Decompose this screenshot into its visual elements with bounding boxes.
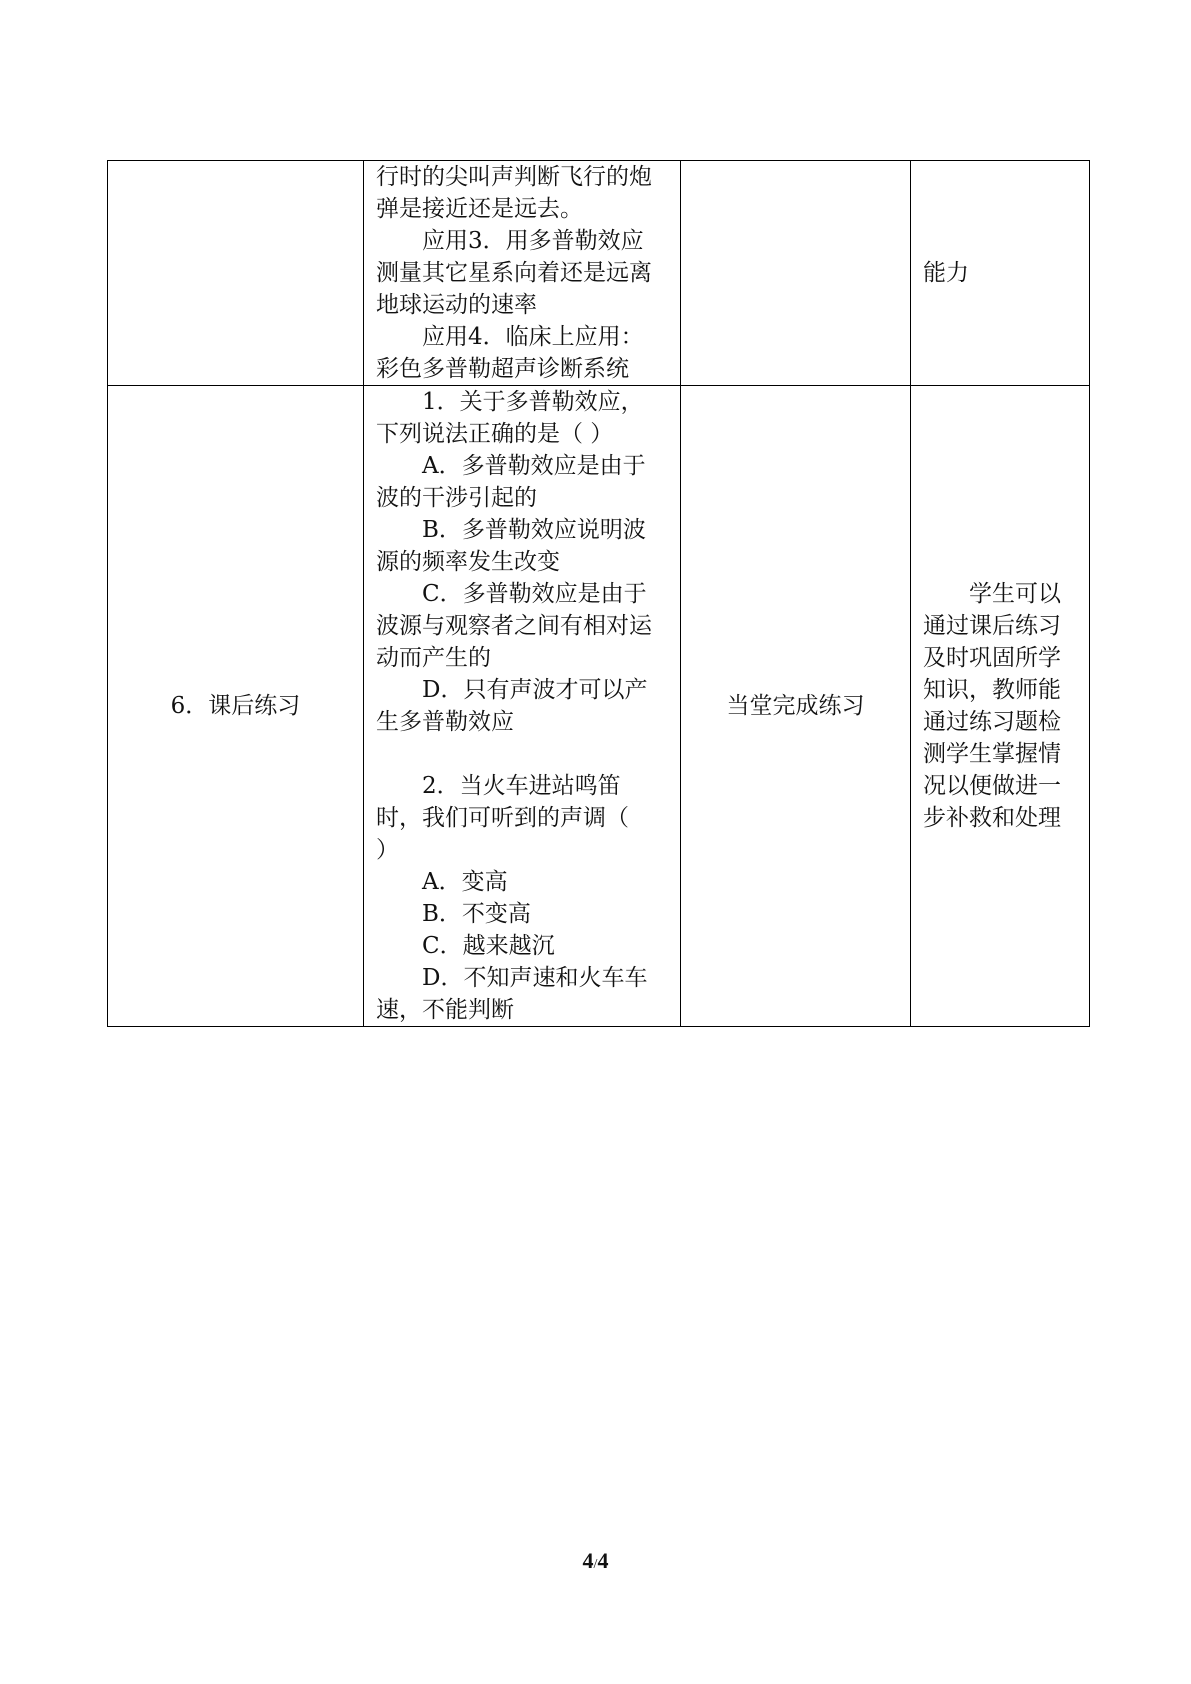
text-line: 波源与观察者之间有相对运 [376,613,652,639]
text-line: B．不变高 [422,901,531,927]
text-line: 应用4．临床上应用： [422,324,644,350]
text-line: 时，我们可听到的声调（ [376,805,629,831]
text-line: D．只有声波才可以产 [422,677,648,703]
purpose-cell [911,161,1090,386]
text-line: 测量其它星系向着还是远离 [376,260,652,286]
text-line: 波的干涉引起的 [376,485,537,511]
text-line: ） [376,837,399,863]
text-line: 2．当火车进站鸣笛 [422,773,621,799]
activity-cell [681,161,911,386]
text-line: C．越来越沉 [422,933,555,959]
text-line [376,738,670,770]
activity-label: 当堂完成练习 [726,693,865,719]
content-cell [364,386,681,1027]
page-current: 4 [582,1548,594,1573]
text-line: 知识，教师能 [923,677,1061,703]
text-line: 通过练习题检 [923,709,1061,735]
content-text [364,161,680,385]
activity-cell [681,386,911,1027]
page-total: 4 [597,1548,609,1573]
text-line: 况以便做进一 [923,773,1061,799]
text-line: D．不知声速和火车车 [422,965,648,991]
stage-cell [108,386,364,1027]
text-line: 及时巩固所学 [923,645,1061,671]
text-line: 彩色多普勒超声诊断系统 [376,356,629,382]
text-line: A．多普勒效应是由于 [422,453,646,479]
stage-label: 6．课后练习 [170,693,301,719]
table-row [108,386,1090,1027]
text-line: 1．关于多普勒效应， [422,389,644,415]
text-line: 测学生掌握情 [923,741,1061,767]
text-line: A．变高 [422,869,508,895]
purpose-text: 能力 [923,260,969,286]
text-line: 地球运动的速率 [376,292,537,318]
content-text [364,386,680,1026]
text-line: 学生可以 [969,581,1061,607]
text-line: C．多普勒效应是由于 [422,581,647,607]
text-line: 源的频率发生改变 [376,549,560,575]
page-separator: / [593,1557,598,1572]
text-line: 速，不能判断 [376,997,514,1023]
content-cell [364,161,681,386]
purpose-cell [911,386,1090,1027]
text-line: 下列说法正确的是（ ） [376,421,614,447]
text-line: 生多普勒效应 [376,709,514,735]
page-number [0,1548,1191,1574]
text-line: 行时的尖叫声判断飞行的炮 [376,164,652,190]
lesson-plan-table [107,160,1090,1027]
text-line: 步补救和处理 [923,805,1061,831]
text-line: 应用3．用多普勒效应 [422,228,644,254]
text-line: 动而产生的 [376,645,491,671]
purpose-text [911,578,1089,834]
text-line: 通过课后练习 [923,613,1061,639]
text-line: 弹是接近还是远去。 [376,196,583,222]
table-row [108,161,1090,386]
text-line: B．多普勒效应说明波 [422,517,646,543]
stage-cell [108,161,364,386]
